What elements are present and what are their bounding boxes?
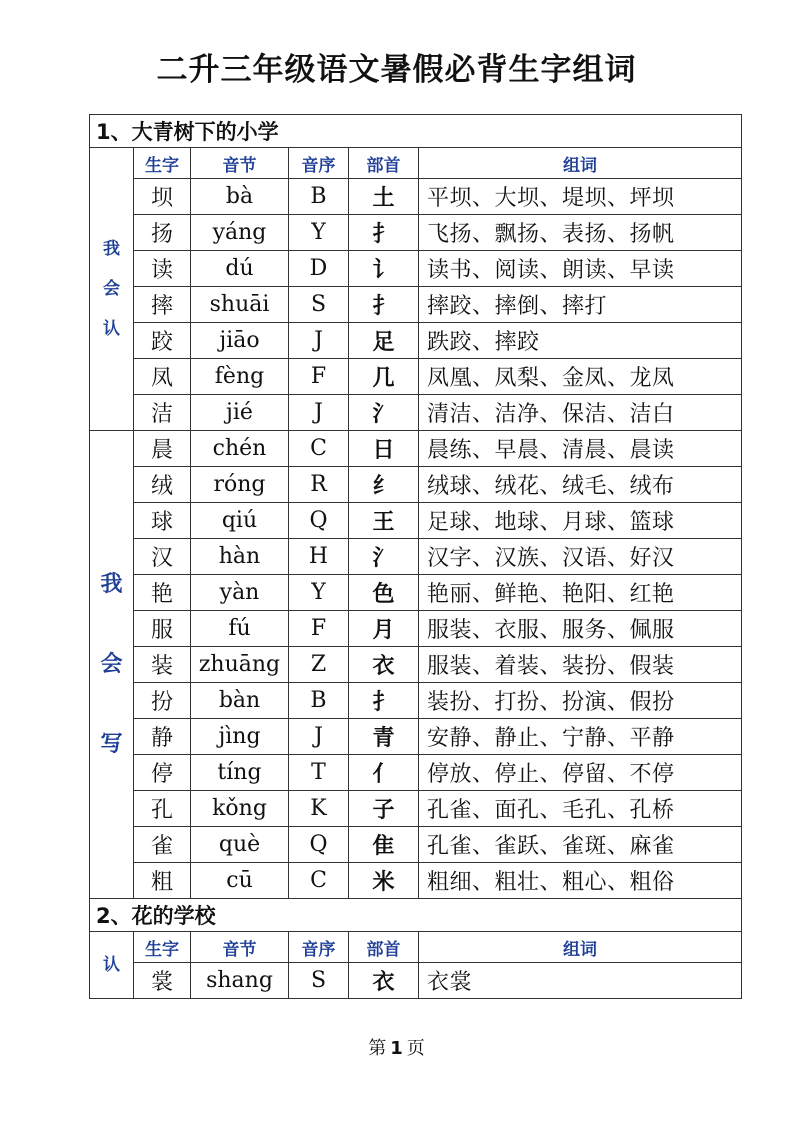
pinyin-cell: què xyxy=(191,827,289,863)
character-cell: 雀 xyxy=(134,827,191,863)
pinyin-cell: yáng xyxy=(191,215,289,251)
pinyin-cell: bàn xyxy=(191,683,289,719)
table-row xyxy=(90,647,742,683)
radical-cell: 月 xyxy=(349,611,419,647)
character-cell: 装 xyxy=(134,647,191,683)
words-cell: 装扮、打扮、扮演、假扮 xyxy=(419,683,742,719)
character-cell: 坝 xyxy=(134,179,191,215)
words-cell: 清洁、洁净、保洁、洁白 xyxy=(419,395,742,431)
character-cell: 服 xyxy=(134,611,191,647)
radical-cell: 足 xyxy=(349,323,419,359)
character-cell: 球 xyxy=(134,503,191,539)
section-heading: 1、大青树下的小学 xyxy=(90,115,742,148)
character-cell: 扬 xyxy=(134,215,191,251)
table-row xyxy=(90,467,742,503)
group-label-text: 我 会 写 xyxy=(100,571,123,757)
pinyin-cell: shuāi xyxy=(191,287,289,323)
character-cell: 艳 xyxy=(134,575,191,611)
radical-cell: 衣 xyxy=(349,647,419,683)
order-letter-cell: R xyxy=(289,467,349,503)
table-row xyxy=(90,719,742,755)
radical-cell: 几 xyxy=(349,359,419,395)
pinyin-cell: chén xyxy=(191,431,289,467)
character-cell: 停 xyxy=(134,755,191,791)
words-cell: 读书、阅读、朗读、早读 xyxy=(419,251,742,287)
column-header-radical: 部首 xyxy=(349,148,419,179)
character-cell: 晨 xyxy=(134,431,191,467)
character-cell: 孔 xyxy=(134,791,191,827)
table-row xyxy=(90,791,742,827)
column-header-words: 组词 xyxy=(419,148,742,179)
order-letter-cell: C xyxy=(289,863,349,899)
words-cell: 孔雀、雀跃、雀斑、麻雀 xyxy=(419,827,742,863)
vocab-table xyxy=(89,114,742,999)
words-cell: 凤凰、凤梨、金凤、龙凤 xyxy=(419,359,742,395)
section-heading-row xyxy=(90,115,742,148)
pinyin-cell: zhuāng xyxy=(191,647,289,683)
radical-cell: 色 xyxy=(349,575,419,611)
order-letter-cell: J xyxy=(289,719,349,755)
words-cell: 飞扬、飘扬、表扬、扬帆 xyxy=(419,215,742,251)
order-letter-cell: Q xyxy=(289,827,349,863)
table-row xyxy=(90,323,742,359)
pinyin-cell: kǒng xyxy=(191,791,289,827)
order-letter-cell: S xyxy=(289,287,349,323)
order-letter-cell: H xyxy=(289,539,349,575)
words-cell: 汉字、汉族、汉语、好汉 xyxy=(419,539,742,575)
order-letter-cell: B xyxy=(289,179,349,215)
radical-cell: 王 xyxy=(349,503,419,539)
radical-cell: 衣 xyxy=(349,963,419,999)
table-row xyxy=(90,611,742,647)
column-header-char: 生字 xyxy=(134,148,191,179)
table-row xyxy=(90,503,742,539)
radical-cell: 青 xyxy=(349,719,419,755)
column-header-row xyxy=(90,148,742,179)
radical-cell: 日 xyxy=(349,431,419,467)
pinyin-cell: qiú xyxy=(191,503,289,539)
table-row xyxy=(90,963,742,999)
table-row xyxy=(90,755,742,791)
pinyin-cell: jiāo xyxy=(191,323,289,359)
pinyin-cell: fú xyxy=(191,611,289,647)
radical-cell: 土 xyxy=(349,179,419,215)
radical-cell: 氵 xyxy=(349,395,419,431)
table-row xyxy=(90,827,742,863)
order-letter-cell: Y xyxy=(289,215,349,251)
order-letter-cell: T xyxy=(289,755,349,791)
pinyin-cell: dú xyxy=(191,251,289,287)
words-cell: 晨练、早晨、清晨、晨读 xyxy=(419,431,742,467)
radical-cell: 纟 xyxy=(349,467,419,503)
column-header-order: 音序 xyxy=(289,932,349,963)
character-cell: 凤 xyxy=(134,359,191,395)
column-header-pinyin: 音节 xyxy=(191,148,289,179)
table-row xyxy=(90,215,742,251)
page-number-value: 1 xyxy=(390,1038,403,1059)
table-row xyxy=(90,863,742,899)
character-cell: 洁 xyxy=(134,395,191,431)
section-heading: 2、花的学校 xyxy=(90,899,742,932)
order-letter-cell: J xyxy=(289,395,349,431)
character-cell: 裳 xyxy=(134,963,191,999)
words-cell: 停放、停止、停留、不停 xyxy=(419,755,742,791)
pinyin-cell: jìng xyxy=(191,719,289,755)
column-header-words: 组词 xyxy=(419,932,742,963)
words-cell: 足球、地球、月球、篮球 xyxy=(419,503,742,539)
column-header-order: 音序 xyxy=(289,148,349,179)
order-letter-cell: Q xyxy=(289,503,349,539)
column-header-radical: 部首 xyxy=(349,932,419,963)
words-cell: 绒球、绒花、绒毛、绒布 xyxy=(419,467,742,503)
pinyin-cell: tíng xyxy=(191,755,289,791)
words-cell: 衣裳 xyxy=(419,963,742,999)
order-letter-cell: Y xyxy=(289,575,349,611)
pinyin-cell: jié xyxy=(191,395,289,431)
words-cell: 服装、着装、装扮、假装 xyxy=(419,647,742,683)
table-row xyxy=(90,539,742,575)
radical-cell: 扌 xyxy=(349,215,419,251)
table-row xyxy=(90,683,742,719)
table-row xyxy=(90,359,742,395)
words-cell: 跌跤、摔跤 xyxy=(419,323,742,359)
radical-cell: 子 xyxy=(349,791,419,827)
order-letter-cell: F xyxy=(289,359,349,395)
table-row xyxy=(90,251,742,287)
group-label-text: 我 会 认 xyxy=(103,239,120,339)
character-cell: 绒 xyxy=(134,467,191,503)
words-cell: 服装、衣服、服务、佩服 xyxy=(419,611,742,647)
pinyin-cell: yàn xyxy=(191,575,289,611)
character-cell: 静 xyxy=(134,719,191,755)
table-row xyxy=(90,395,742,431)
page-number-prefix: 第 xyxy=(368,1038,387,1059)
words-cell: 摔跤、摔倒、摔打 xyxy=(419,287,742,323)
character-cell: 跤 xyxy=(134,323,191,359)
radical-cell: 扌 xyxy=(349,683,419,719)
pinyin-cell: bà xyxy=(191,179,289,215)
order-letter-cell: D xyxy=(289,251,349,287)
order-letter-cell: S xyxy=(289,963,349,999)
radical-cell: 亻 xyxy=(349,755,419,791)
order-letter-cell: B xyxy=(289,683,349,719)
pinyin-cell: shang xyxy=(191,963,289,999)
page-number-suffix: 页 xyxy=(406,1038,425,1059)
column-header-pinyin: 音节 xyxy=(191,932,289,963)
group-label xyxy=(90,431,134,899)
words-cell: 平坝、大坝、堤坝、坪坝 xyxy=(419,179,742,215)
radical-cell: 隹 xyxy=(349,827,419,863)
order-letter-cell: K xyxy=(289,791,349,827)
character-cell: 汉 xyxy=(134,539,191,575)
column-header-char: 生字 xyxy=(134,932,191,963)
pinyin-cell: hàn xyxy=(191,539,289,575)
pinyin-cell: cū xyxy=(191,863,289,899)
character-cell: 摔 xyxy=(134,287,191,323)
pinyin-cell: róng xyxy=(191,467,289,503)
radical-cell: 扌 xyxy=(349,287,419,323)
column-header-row xyxy=(90,932,742,963)
order-letter-cell: Z xyxy=(289,647,349,683)
words-cell: 孔雀、面孔、毛孔、孔桥 xyxy=(419,791,742,827)
radical-cell: 讠 xyxy=(349,251,419,287)
group-label xyxy=(90,148,134,431)
character-cell: 扮 xyxy=(134,683,191,719)
radical-cell: 氵 xyxy=(349,539,419,575)
character-cell: 粗 xyxy=(134,863,191,899)
table-row xyxy=(90,179,742,215)
character-cell: 读 xyxy=(134,251,191,287)
order-letter-cell: C xyxy=(289,431,349,467)
radical-cell: 米 xyxy=(349,863,419,899)
table-row xyxy=(90,431,742,467)
words-cell: 艳丽、鲜艳、艳阳、红艳 xyxy=(419,575,742,611)
page-title: 二升三年级语文暑假必背生字组词 xyxy=(156,52,637,88)
page-number xyxy=(0,1034,793,1060)
order-letter-cell: J xyxy=(289,323,349,359)
pinyin-cell: fèng xyxy=(191,359,289,395)
words-cell: 粗细、粗壮、粗心、粗俗 xyxy=(419,863,742,899)
vocab-table-body xyxy=(90,115,742,999)
group-label-text: 认 xyxy=(103,955,120,975)
order-letter-cell: F xyxy=(289,611,349,647)
table-row xyxy=(90,287,742,323)
words-cell: 安静、静止、宁静、平静 xyxy=(419,719,742,755)
table-row xyxy=(90,575,742,611)
section-heading-row xyxy=(90,899,742,932)
group-label xyxy=(90,932,134,999)
